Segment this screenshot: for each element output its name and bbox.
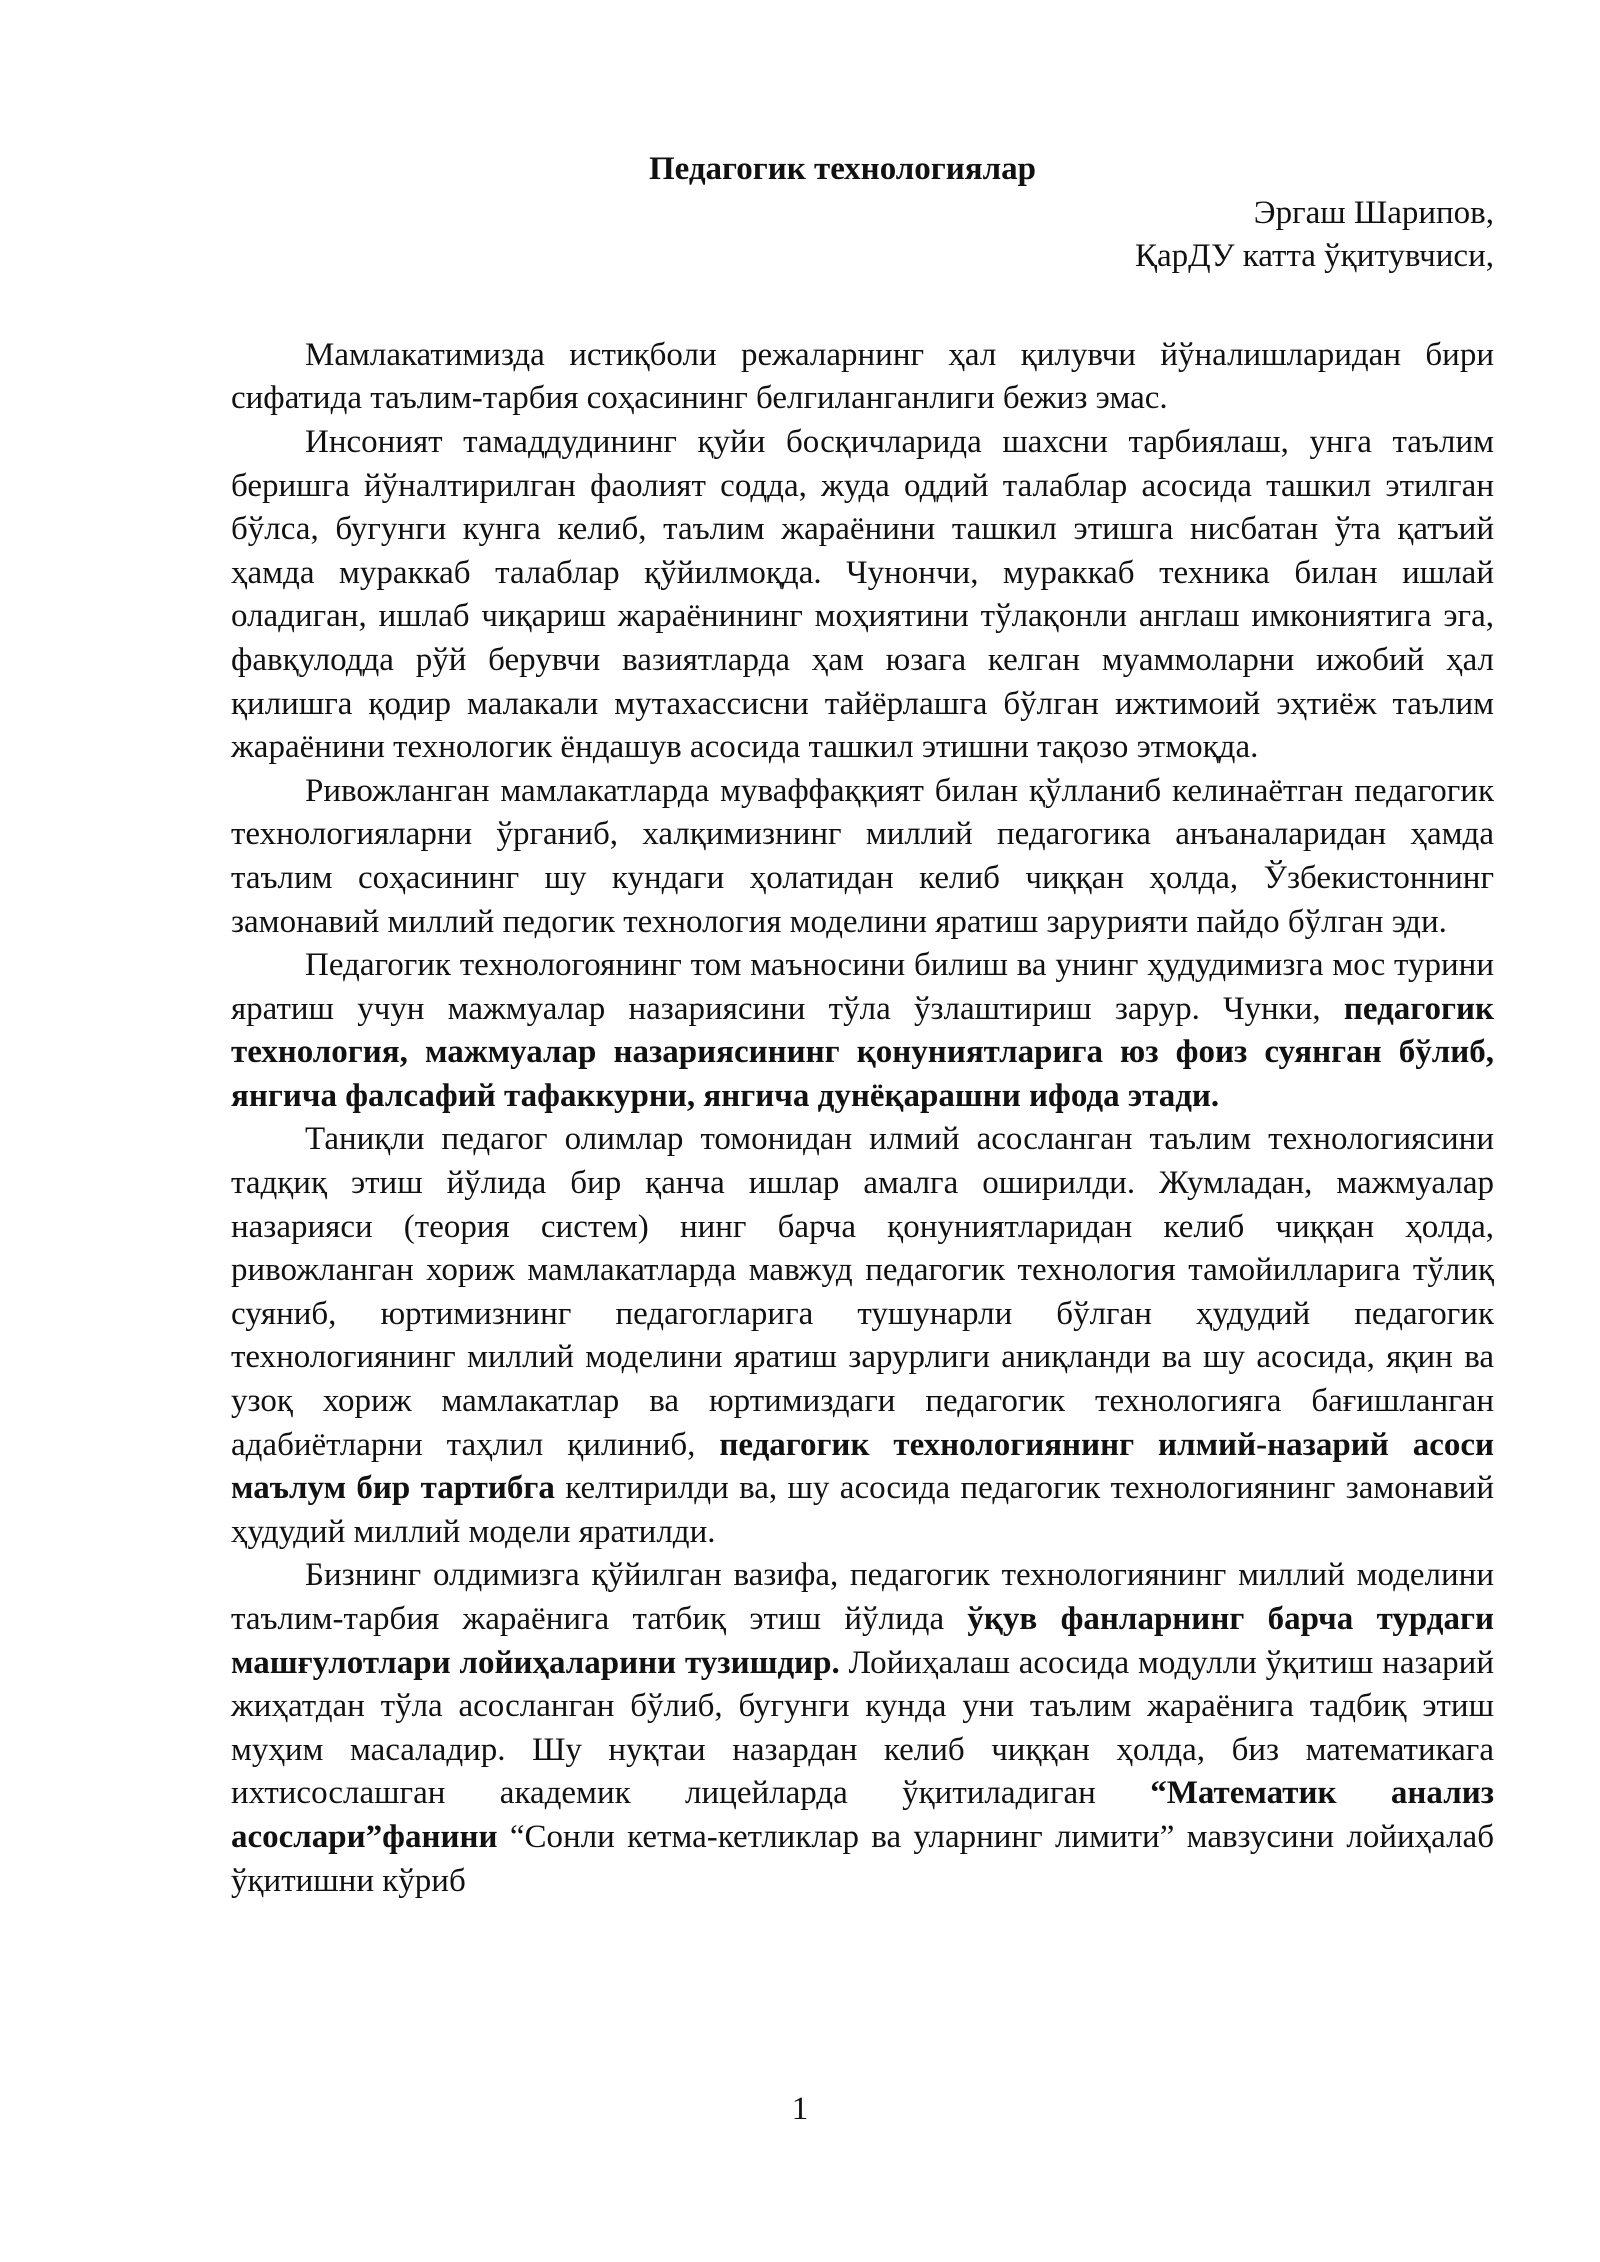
author-position: ҚарДУ катта ўқитувчиси, (1135, 238, 1494, 275)
bold-text-run: ўқув фанларнинг барча турдаги машғулотлари лойиҳаларини тузишдир. (231, 1601, 1495, 1681)
document-title: Педагогик технологиялар (648, 151, 1036, 187)
title-spacer (231, 279, 1494, 334)
document-page (231, 148, 1494, 1903)
paragraph (231, 944, 1494, 1118)
text-run: келтирилди ва, шу асосида педагогик технологиянинг замонавий ҳудудий миллий модели яратилди. (231, 1470, 1494, 1550)
text-run: “Сонли кетма-кетликлар ва уларнинг лимити” мавзусини лойиҳалаб ўқитишни кўриб (231, 1818, 1494, 1899)
text-run: Таниқли педагог олимлар томонидан илмий асосланган таълим технологиясини тадқиқ этиш йўлида бир қанча ишлар амалга оширилди. Жумладан, мажмуалар назарияси (теория систем) нинг барча қонуниятларидан келиб чиққан ҳолда, ривожланган хориж мамлакатларда мавжуд педагогик технология тамойилларига тўлиқ суяниб, юртимизнинг педагогларига тушунарли бўлган ҳудудий педагогик технологиянинг миллий моделини яратиш зарурлиги аниқланди ва шу асосида, яқин ва узоқ хориж мамлакатлар ва юртимиздаги педагогик технологияга бағишланган адабиётларни таҳлил қилиниб, (231, 1121, 1494, 1463)
paragraph (231, 334, 1494, 421)
paragraph (231, 1554, 1494, 1903)
text-run: Бизнинг олдимизга қўйилган вазифа, педагогик технологиянинг миллий моделини таълим-тарбия жараёнига татбиқ этиш йўлида (231, 1557, 1494, 1637)
text-run: Педагогик технологоянинг том маъносини билиш ва унинг ҳудудимизга мос турини яратиш учун мажмуалар назариясини тўла ўзлаштириш зарур. Чунки, (231, 947, 1494, 1027)
bold-text-run: “Математик анализ асослари”фанини (231, 1775, 1494, 1855)
bold-text-run: педагогик технологиянинг илмий-назарий асоси маълум бир тартибга (231, 1426, 1494, 1507)
text-run: Инсоният тамаддудининг қуйи босқичларида шахсни тарбиялаш, унга таълим беришга йўналтирилган фаолият содда, жуда оддий талаблар асосида ташкил этилган бўлса, бугунги кунга келиб, таълим жараёнини ташкил этишга нисбатан ўта қатъий ҳамда мураккаб талаблар қўйилмоқда. Чунончи, мураккаб техника билан ишлай оладиган, ишлаб чиқариш жараёнининг моҳиятини тўлақонли англаш имкониятига эга, фавқулодда рўй берувчи вазиятларда ҳам юзага келган муаммоларни ижобий ҳал қилишга қодир малакали мутахассисни тайёрлашга бўлган ижтимоий эҳтиёж таълим жараёнини технологик ёндашув асосида ташкил этишни тақозо этмоқда. (231, 423, 1494, 766)
text-run: Мамлакатимизда истиқболи режаларнинг ҳал қилувчи йўналишларидан бири сифатида таълим-тарбия соҳасининг белгиланганлиги бежиз эмас. (231, 336, 1494, 417)
paragraph (231, 770, 1494, 944)
text-run: Ривожланган мамлакатларда муваффаққият билан қўлланиб келинаётган педагогик технологияларни ўрганиб, халқимизнинг миллий педагогика анъаналаридан ҳамда таълим соҳасининг шу кундаги ҳолатидан келиб чиққан ҳолда, Ўзбекистоннинг замонавий миллий педогик технология моделини яратиш зарурияти пайдо бўлган эди. (231, 772, 1494, 940)
page-number: 1 (791, 2091, 809, 2127)
author-name: Эргаш Шарипов, (1253, 194, 1494, 231)
bold-text-run: педагогик технология, мажмуалар назариясининг қонуниятларига юз фоиз суянган бўлиб, янгича фалсафий тафаккурни, янгича дунёқарашни ифода этади. (231, 990, 1494, 1114)
paragraph (231, 421, 1494, 770)
document-body (231, 334, 1494, 1903)
text-run: Лойиҳалаш асосида модулли ўқитиш назарий жиҳатдан тўла асосланган бўлиб, бугунги кунда уни таълим жараёнига тадбиқ этиш муҳим масаладир. Шу нуқтаи назардан келиб чиққан ҳолда, биз математикага ихтисослашган академик лицейларда ўқитиладиган (231, 1644, 1494, 1812)
paragraph (231, 1118, 1494, 1554)
